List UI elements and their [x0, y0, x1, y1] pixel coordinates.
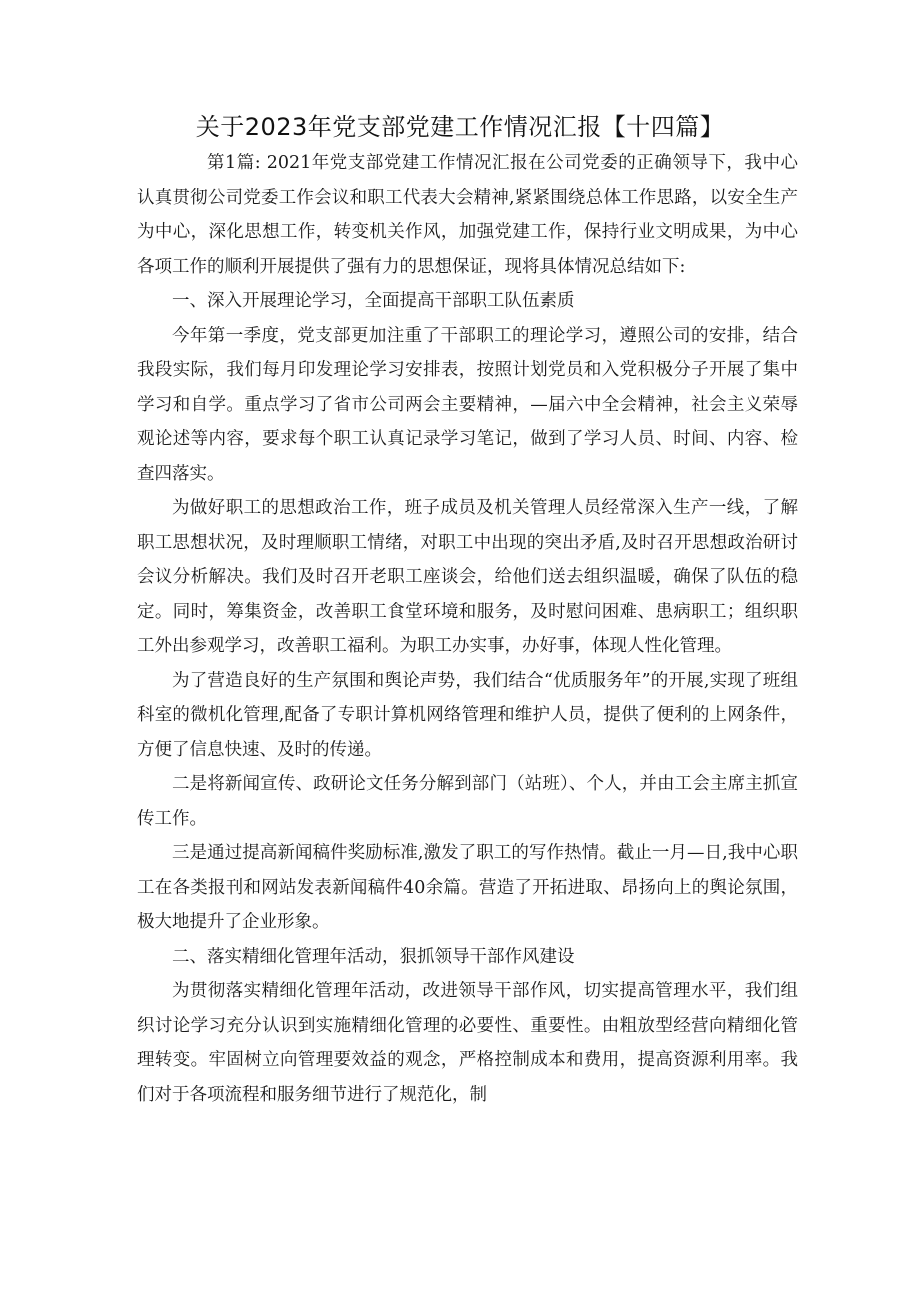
paragraph: 为做好职工的思想政治工作，班子成员及机关管理人员经常深入生产一线，了解职工思想状况，及时理顺职工情绪，对职工中出现的突出矛盾,及时召开思想政治研讨会议分析解决。我们及时召开老职工座谈会，给他们送去组织温暖，确保了队伍的稳定。同时，筹集资金，改善职工食堂环境和服务，及时慰问困难、患病职工；组织职工外出参观学习，改善职工福利。为职工办实事，办好事，体现人性化管理。 — [137, 498, 798, 656]
paragraph: 为了营造良好的生产氛围和舆论声势，我们结合“优质服务年”的开展,实现了班组科室的微机化管理,配备了专职计算机网络管理和维护人员，提供了便利的上网条件，方便了信息快速、及时的传递。 — [137, 670, 798, 760]
paragraph: 二是将新闻宣传、政研论文任务分解到部门（站班）、个人，并由工会主席主抓宣传工作。 — [137, 774, 798, 829]
paragraph: 三是通过提高新闻稿件奖励标准,激发了职工的写作热情。截止一月—日,我中心职工在各类报刊和网站发表新闻稿件40余篇。营造了开拓进取、昂扬向上的舆论氛围，极大地提升了企业形象。 — [137, 843, 798, 932]
section-heading-1: 一、深入开展理论学习，全面提高干部职工队伍素质 — [172, 291, 575, 311]
document-body — [137, 146, 798, 1112]
paragraph-intro: 第1篇: 2021年党支部党建工作情况汇报在公司党委的正确领导下，我中心认真贯彻公司党委工作会议和职工代表大会精神,紧紧围绕总体工作思路，以安全生产为中心，深化思想工作，转变机关作风，加强党建工作，保持行业文明成果，为中心各项工作的顺利开展提供了强有力的思想保证，现将具体情况总结如下: — [137, 153, 798, 277]
document-title: 关于2023年党支部党建工作情况汇报【十四篇】 — [195, 113, 725, 141]
paragraph: 为贯彻落实精细化管理年活动，改进领导干部作风，切实提高管理水平，我们组织讨论学习充分认识到实施精细化管理的必要性、重要性。由粗放型经营向精细化管理转变。牢固树立向管理要效益的观念，严格控制成本和费用，提高资源利用率。我们对于各项流程和服务细节进行了规范化，制 — [137, 981, 798, 1105]
section-heading-2: 二、落实精细化管理年活动，狠抓领导干部作风建设 — [172, 946, 575, 967]
paragraph: 今年第一季度，党支部更加注重了干部职工的理论学习，遵照公司的安排，结合我段实际，我们每月印发理论学习安排表，按照计划党员和入党积极分子开展了集中学习和自学。重点学习了省市公司两会主要精神，—届六中全会精神，社会主义荣辱观论述等内容，要求每个职工认真记录学习笔记，做到了学习人员、时间、内容、检查四落实。 — [137, 325, 798, 484]
